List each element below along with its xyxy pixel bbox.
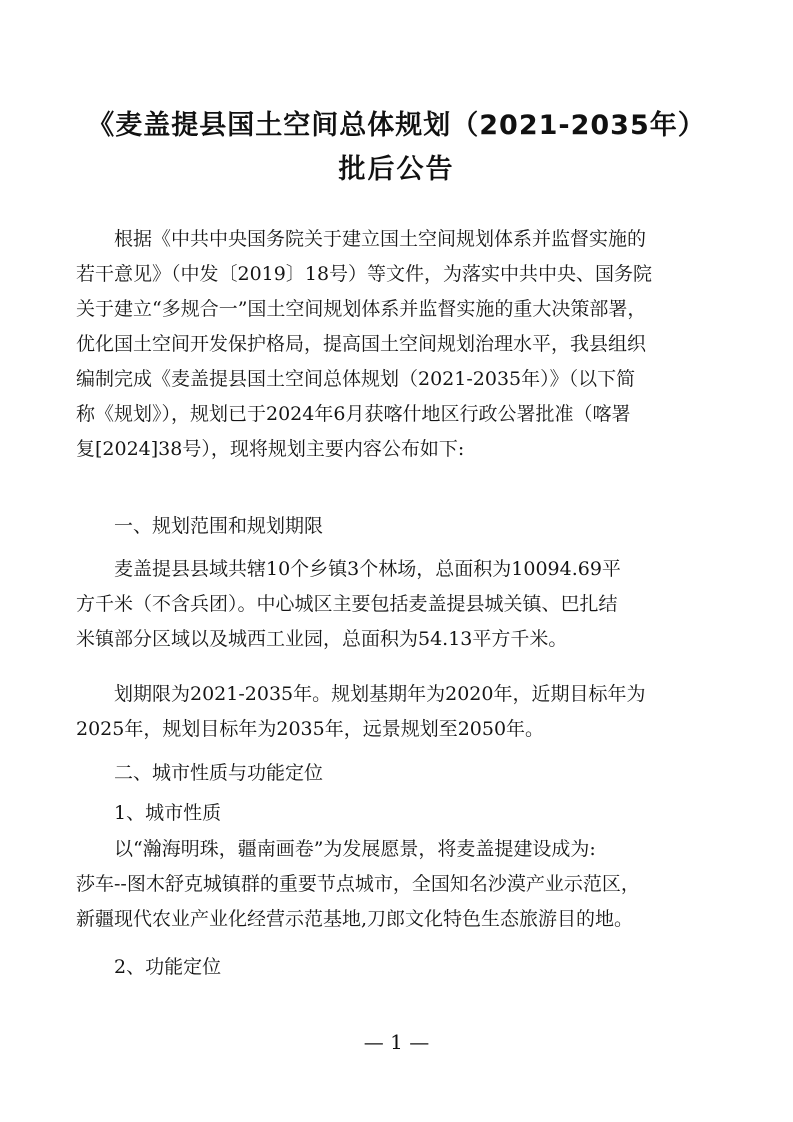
paragraph-line: 划期限为2021-2035年。规划基期年为2020年，近期目标年为 [114, 683, 646, 705]
paragraph-line: 米镇部分区域以及城西工业园，总面积为54.13平方千米。 [76, 628, 568, 650]
intro-line: 关于建立“多规合一”国土空间规划体系并监督实施的重大决策部署， [76, 298, 647, 320]
section-1-paragraph-2 [76, 677, 716, 747]
paragraph-line: 2025年，规划目标年为2035年，远景规划至2050年。 [76, 718, 545, 740]
section-1-heading: 一、规划范围和规划期限 [114, 515, 324, 537]
paragraph-line: 方千米（不含兵团）。中心城区主要包括麦盖提县城关镇、巴扎结 [76, 593, 618, 615]
intro-line: 编制完成《麦盖提县国土空间总体规划（2021-2035年）》（以下简 [76, 368, 636, 390]
document-title-line-1: 《麦盖提县国土空间总体规划（2021-2035年） [87, 110, 706, 141]
city-nature-paragraph [76, 832, 716, 937]
document-title-line-2: 批后公告 [338, 154, 455, 185]
paragraph-line: 以“瀚海明珠，疆南画卷”为发展愿景，将麦盖提建设成为: [114, 838, 596, 860]
paragraph-line: 麦盖提县县域共辖10个乡镇3个林场，总面积为10094.69平 [114, 558, 621, 580]
section-2-heading: 二、城市性质与功能定位 [114, 762, 324, 784]
intro-line: 称《规划》），规划已于2024年6月获喀什地区行政公署批准（喀署 [76, 403, 631, 425]
intro-paragraph [76, 222, 716, 467]
intro-line: 根据《中共中央国务院关于建立国土空间规划体系并监督实施的 [114, 228, 647, 250]
page-number: — 1 — [363, 1030, 430, 1054]
section-1-paragraph-1 [76, 552, 716, 657]
intro-line: 若干意见》（中发〔2019〕18号）等文件，为落实中共中央、国务院 [76, 263, 653, 285]
intro-line: 优化国土空间开发保护格局，提高国土空间规划治理水平，我县组织 [76, 333, 647, 355]
subsection-function-heading: 2、功能定位 [114, 956, 222, 978]
intro-line: 复[2024]38号），现将规划主要内容公布如下: [76, 438, 465, 460]
subsection-city-nature-heading: 1、城市性质 [114, 802, 222, 824]
paragraph-line: 莎车--图木舒克城镇群的重要节点城市，全国知名沙漠产业示范区， [76, 873, 640, 895]
paragraph-line: 新疆现代农业产业化经营示范基地,刀郎文化特色生态旅游目的地。 [76, 908, 634, 930]
